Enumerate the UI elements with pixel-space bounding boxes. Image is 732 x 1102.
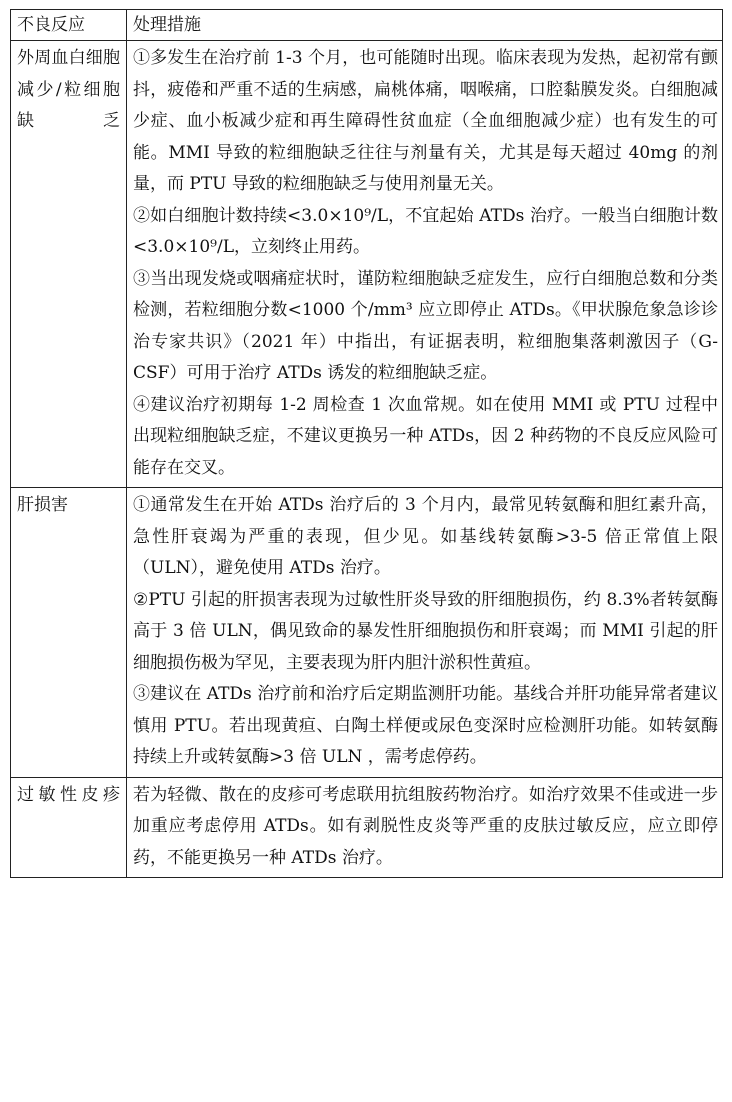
adverse-reaction-table	[10, 9, 723, 878]
treatment-paragraph: ④建议治疗初期每 1-2 周检查 1 次血常规。如在使用 MMI 或 PTU 过程中出现粒细胞缺乏症，不建议更换另一种 ATDs，因 2 种药物的不良反应风险可能存在交叉。	[133, 394, 718, 478]
table-header-row	[11, 10, 723, 41]
table-row-rash	[11, 777, 723, 878]
treatment-paragraph: ②如白细胞计数持续<3.0×10⁹/L，不宜起始 ATDs 治疗。一般当白细胞计数<3.0×10⁹/L，立刻终止用药。	[133, 205, 718, 257]
table-row-liver-damage	[11, 488, 723, 778]
treatment-paragraph: ②PTU 引起的肝损害表现为过敏性肝炎导致的肝细胞损伤，约 8.3%者转氨酶高于 3 倍 ULN，偶见致命的暴发性肝细胞损伤和肝衰竭；而 MMI 引起的肝细胞损伤极为罕见，主要表现为肝内胆汁淤积性黄疸。	[133, 589, 718, 673]
category-liver-damage: 肝损害	[11, 488, 127, 778]
treatment-rash	[127, 777, 723, 878]
header-adverse-reaction: 不良反应	[11, 10, 127, 41]
category-leukopenia: 外周血白细胞减少/粒细胞缺乏	[11, 41, 127, 488]
table-row-leukopenia	[11, 41, 723, 488]
treatment-paragraph: ①多发生在治疗前 1-3 个月，也可能随时出现。临床表现为发热，起初常有颤抖，疲倦和严重不适的生病感，扁桃体痛，咽喉痛，口腔黏膜发炎。白细胞减少症、血小板减少症和再生障碍性贫血症（全血细胞减少症）也有发生的可能。MMI 导致的粒细胞缺乏往往与剂量有关，尤其是每天超过 40mg 的剂量，而 PTU 导致的粒细胞缺乏与使用剂量无关。	[133, 48, 718, 194]
treatment-liver-damage	[127, 488, 723, 778]
header-treatment: 处理措施	[127, 10, 723, 41]
treatment-paragraph: ③当出现发烧或咽痛症状时，谨防粒细胞缺乏症发生，应行白细胞总数和分类检测，若粒细胞分数<1000 个/mm³ 应立即停止 ATDs。《甲状腺危象急诊诊治专家共识》（2021 年）中指出，有证据表明，粒细胞集落刺激因子（G-CSF）可用于治疗 ATDs 诱发的粒细胞缺乏症。	[133, 268, 718, 383]
category-rash: 过敏性皮疹	[11, 777, 127, 878]
treatment-leukopenia	[127, 41, 723, 488]
treatment-paragraph: ①通常发生在开始 ATDs 治疗后的 3 个月内，最常见转氨酶和胆红素升高，急性肝衰竭为严重的表现，但少见。如基线转氨酶>3-5 倍正常值上限（ULN），避免使用 ATDs 治疗。	[133, 495, 718, 578]
treatment-paragraph: ③建议在 ATDs 治疗前和治疗后定期监测肝功能。基线合并肝功能异常者建议慎用 PTU。若出现黄疸、白陶土样便或尿色变深时应检测肝功能。如转氨酶持续上升或转氨酶>3 倍 ULN ，需考虑停药。	[133, 684, 718, 767]
treatment-paragraph: 若为轻微、散在的皮疹可考虑联用抗组胺药物治疗。如治疗效果不佳或进一步加重应考虑停用 ATDs。如有剥脱性皮炎等严重的皮肤过敏反应，应立即停药，不能更换另一种 ATDs 治疗。	[133, 784, 718, 868]
